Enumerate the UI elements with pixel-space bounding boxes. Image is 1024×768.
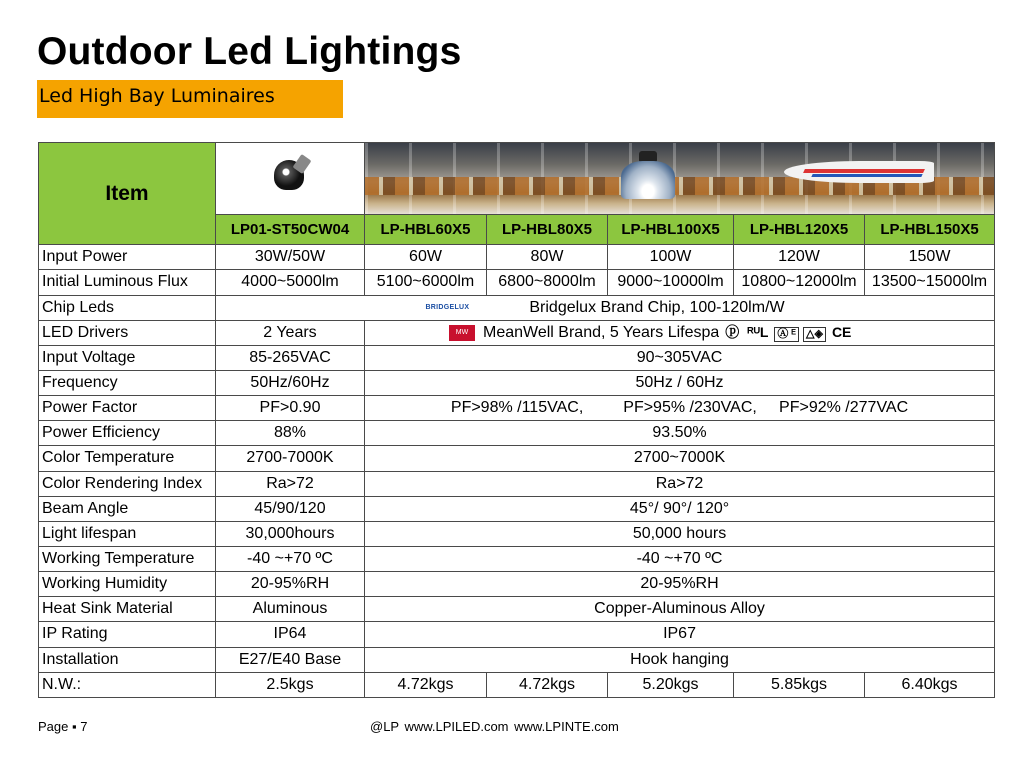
page-number: Page ▪ 7 [38, 719, 88, 734]
table-cell: 2 Years [216, 320, 365, 345]
table-row [39, 396, 995, 421]
row-label: Color Temperature [39, 446, 216, 471]
table-cell: E27/E40 Base [216, 647, 365, 672]
table-cell: 30,000hours [216, 521, 365, 546]
model-cell: LP-HBL120X5 [734, 214, 865, 245]
table-cell-merged [216, 295, 995, 320]
ce-mark-icon: CE [831, 323, 852, 340]
table-cell: 20-95%RH [216, 572, 365, 597]
table-cell: 6.40kgs [865, 672, 995, 697]
model-cell: LP01-ST50CW04 [216, 214, 365, 245]
driver-value: MeanWell Brand, 5 Years Lifespa [483, 323, 720, 341]
table-row [39, 546, 995, 571]
table-cell-merged: 93.50% [365, 421, 995, 446]
table-cell: 5.20kgs [608, 672, 734, 697]
table-row [39, 496, 995, 521]
table-cell: 5.85kgs [734, 672, 865, 697]
table-cell: 9000~10000lm [608, 270, 734, 295]
table-cell: 13500~15000lm [865, 270, 995, 295]
table-row [39, 597, 995, 622]
row-label: Frequency [39, 370, 216, 395]
table-row [39, 521, 995, 546]
table-cell: 120W [734, 245, 865, 270]
certification-marks [721, 324, 855, 342]
row-label: Initial Luminous Flux [39, 270, 216, 295]
cert-mark-icon: △◈ [803, 327, 826, 342]
cert-mark-icon: Ⓐ ᴱ [774, 327, 799, 342]
table-row [39, 421, 995, 446]
table-cell: 60W [365, 245, 487, 270]
image-row [39, 143, 995, 215]
table-cell: 2.5kgs [216, 672, 365, 697]
table-cell-merged: 20-95%RH [365, 572, 995, 597]
table-cell: 6800~8000lm [487, 270, 608, 295]
table-row [39, 622, 995, 647]
table-cell: 50Hz/60Hz [216, 370, 365, 395]
model-cell: LP-HBL150X5 [865, 214, 995, 245]
table-cell-merged: 50,000 hours [365, 521, 995, 546]
table-cell: 85-265VAC [216, 345, 365, 370]
row-label: Beam Angle [39, 496, 216, 521]
table-cell-merged: Hook hanging [365, 647, 995, 672]
table-cell: 80W [487, 245, 608, 270]
table-cell-merged: 2700~7000K [365, 446, 995, 471]
table-row [39, 471, 995, 496]
table-row [39, 370, 995, 395]
page-title: Outdoor Led Lightings [37, 30, 462, 73]
table-cell: 5100~6000lm [365, 270, 487, 295]
row-label: Working Humidity [39, 572, 216, 597]
model-cell: LP-HBL60X5 [365, 214, 487, 245]
row-label: Power Efficiency [39, 421, 216, 446]
table-row [39, 295, 995, 320]
row-label: Working Temperature [39, 546, 216, 571]
bulb-product-image [270, 154, 310, 202]
table-cell-merged: Copper-Aluminous Alloy [365, 597, 995, 622]
cert-mark-icon: ⓟ [725, 323, 740, 340]
meanwell-logo: MW [449, 325, 475, 341]
table-row [39, 270, 995, 295]
table-cell: 30W/50W [216, 245, 365, 270]
spec-table [38, 142, 995, 698]
table-cell: 4.72kgs [365, 672, 487, 697]
table-row [39, 345, 995, 370]
row-label: Input Voltage [39, 345, 216, 370]
table-cell: 4.72kgs [487, 672, 608, 697]
table-row [39, 672, 995, 697]
table-cell: 150W [865, 245, 995, 270]
warehouse-high-bay-photo [365, 143, 994, 214]
table-cell: -40 ~+70 ºC [216, 546, 365, 571]
table-cell: 2700-7000K [216, 446, 365, 471]
table-row [39, 320, 995, 345]
table-cell-merged: IP67 [365, 622, 995, 647]
table-row [39, 647, 995, 672]
table-row [39, 572, 995, 597]
table-cell-merged: -40 ~+70 ºC [365, 546, 995, 571]
table-cell-merged: Ra>72 [365, 471, 995, 496]
chip-value: Bridgelux Brand Chip, 100-120lm/W [529, 298, 785, 316]
row-label: Color Rendering Index [39, 471, 216, 496]
row-label: Power Factor [39, 396, 216, 421]
table-cell-merged: 50Hz / 60Hz [365, 370, 995, 395]
table-cell: 100W [608, 245, 734, 270]
row-label: LED Drivers [39, 320, 216, 345]
page-subtitle: Led High Bay Luminaires [37, 80, 343, 118]
table-cell: IP64 [216, 622, 365, 647]
table-cell-merged: PF>98% /115VAC, PF>95% /230VAC, PF>92% /277VAC [365, 396, 995, 421]
table-cell: 10800~12000lm [734, 270, 865, 295]
bulb-image-cell [216, 143, 365, 215]
table-cell: PF>0.90 [216, 396, 365, 421]
high-bay-lamp-image [619, 149, 677, 203]
item-header: Item [39, 143, 216, 245]
row-label: Installation [39, 647, 216, 672]
table-cell: Ra>72 [216, 471, 365, 496]
table-cell-merged: 90~305VAC [365, 345, 995, 370]
cert-mark-icon: ᴿᵁL [747, 323, 769, 340]
model-cell: LP-HBL80X5 [487, 214, 608, 245]
table-cell: 4000~5000lm [216, 270, 365, 295]
bridgelux-logo: BRIDGELUX [425, 303, 470, 311]
row-label: Heat Sink Material [39, 597, 216, 622]
table-cell-merged [365, 320, 995, 345]
row-label: Light lifespan [39, 521, 216, 546]
row-label: IP Rating [39, 622, 216, 647]
table-cell-merged: 45°/ 90°/ 120° [365, 496, 995, 521]
warehouse-image-cell [365, 143, 995, 215]
row-label: N.W.: [39, 672, 216, 697]
row-label: Chip Leds [39, 295, 216, 320]
table-cell: 45/90/120 [216, 496, 365, 521]
footer-contact: @LP www.LPILED.com www.LPINTE.com [370, 719, 619, 734]
row-label: Input Power [39, 245, 216, 270]
model-cell: LP-HBL100X5 [608, 214, 734, 245]
table-row [39, 245, 995, 270]
table-row [39, 446, 995, 471]
table-cell: Aluminous [216, 597, 365, 622]
table-cell: 88% [216, 421, 365, 446]
